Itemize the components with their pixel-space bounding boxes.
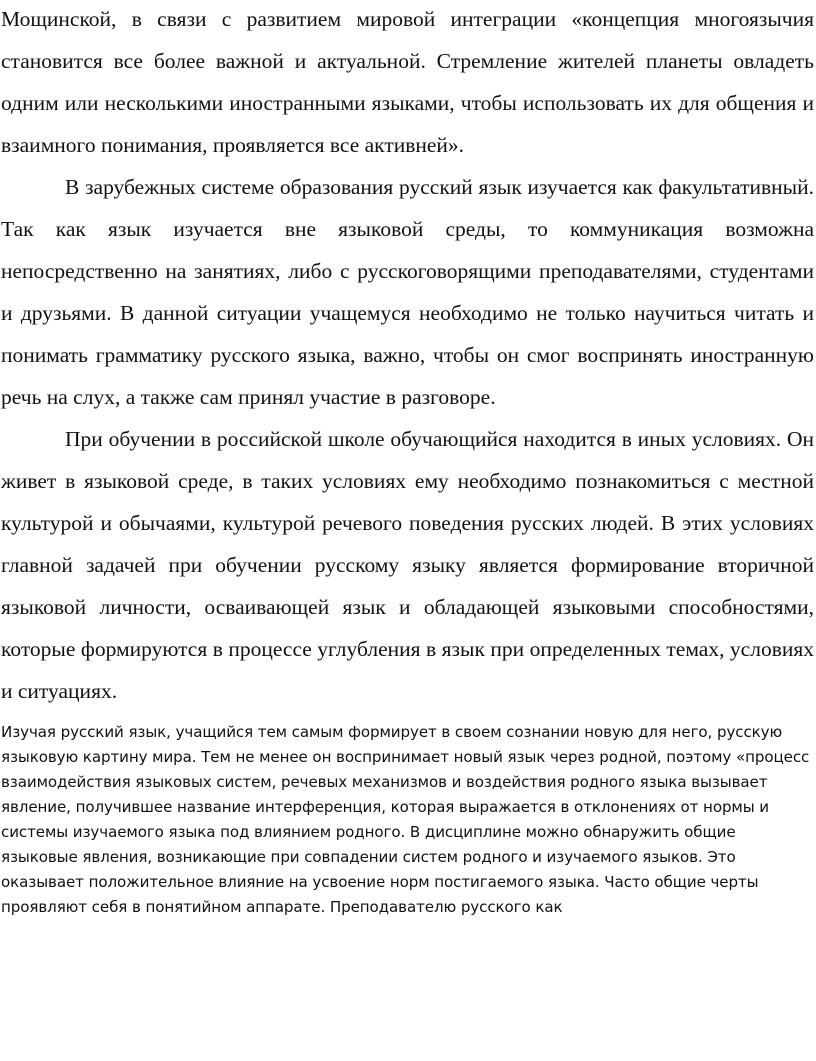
paragraph-foreign-education: В зарубежных системе образования русский язык изучается как факультативный. Так как язык изучается вне языковой среды, то коммуникация возможна непосредственно на занятиях, либо с русскоговорящими преподавателями, студентами и друзьями. В данной ситуации учащемуся необходимо не только научиться читать и понимать грамматику русского языка, важно, чтобы он смог воспринять иностранную речь на слух, а также сам принял участие в разговоре. — [1, 175, 814, 409]
paragraph-continuation: Мощинской, в связи с развитием мировой интеграции «концепция многоязычия становится все более важной и актуальной. Стремление жителей планеты овладеть одним или несколькими иностранными языками, чтобы использовать их для общения и взаимного понимания, проявляется все активней». — [1, 7, 814, 157]
paragraph-russian-school: При обучении в российской школе обучающийся находится в иных условиях. Он живет в языковой среде, в таких условиях ему необходимо познакомиться с местной культурой и обычаями, культурой речевого поведения русских людей. В этих условиях главной задачей при обучении русскому языку является формирование вторичной языковой личности, осваивающей язык и обладающей языковыми способностями, которые формируются в процессе углубления в язык при определенных темах, условиях и ситуациях. — [1, 427, 814, 703]
paragraph-interference: Изучая русский язык, учащийся тем самым формирует в своем сознании новую для него, русскую языковую картину мира. Тем не менее он воспринимает новый язык через родной, поэтому «процесс взаимодействия языковых систем, речевых механизмов и воздействия родного языка вызывает явление, получившее название интерференция, которая выражается в отклонениях от нормы и системы изучаемого языка под влиянием родного. В дисциплине можно обнаружить общие языковые явления, возникающие при совпадении систем родного и изучаемого языков. Это оказывает положительное влияние на усвоение норм постигаемого языка. Часто общие черты проявляют себя в понятийном аппарате. Преподавателю русского как — [1, 723, 810, 916]
